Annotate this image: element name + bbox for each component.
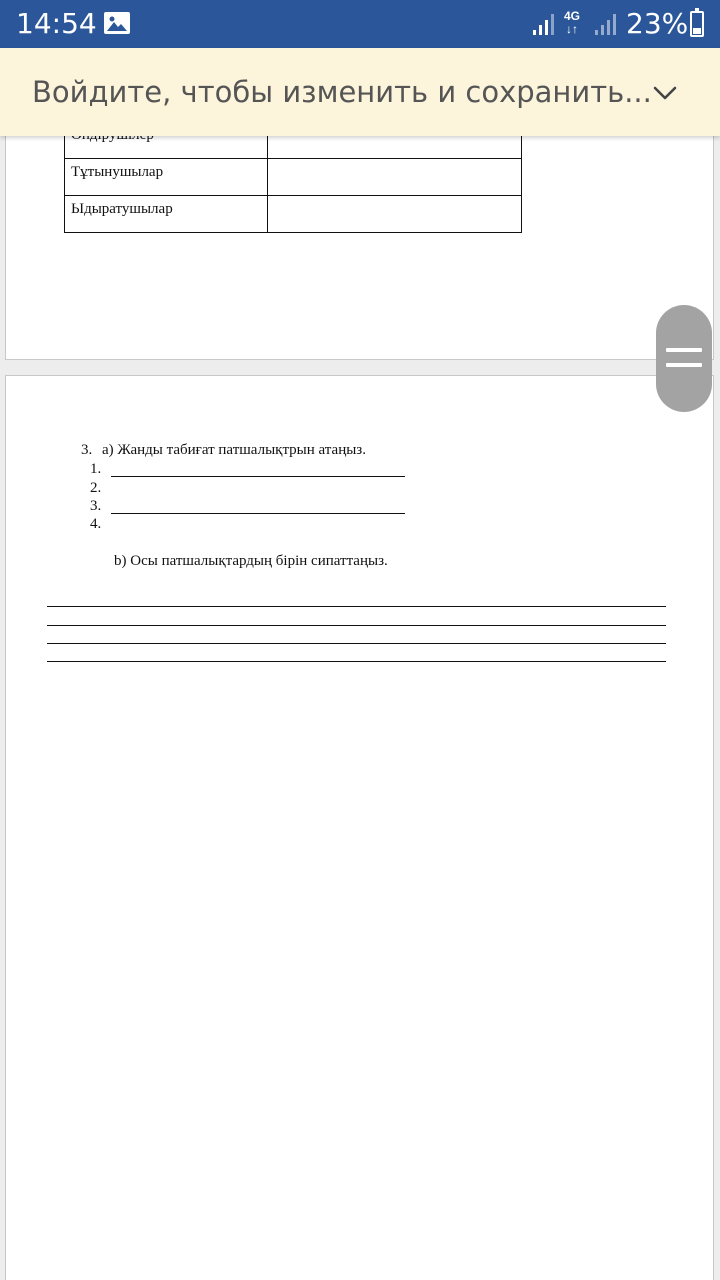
- list-item-number: 3.: [90, 498, 102, 514]
- list-item-number: 2.: [90, 480, 102, 496]
- grip-line: [666, 363, 702, 367]
- table-cell-value: [268, 159, 522, 196]
- scroll-handle[interactable]: [656, 305, 712, 412]
- list-item-number: 4.: [90, 516, 102, 532]
- signal-icon: [594, 12, 618, 36]
- signal-icon: [532, 12, 556, 36]
- answer-blank: [111, 513, 405, 514]
- network-arrows-icon: ↓↑: [566, 22, 578, 36]
- document-page: [5, 120, 714, 360]
- organisms-table: [64, 121, 522, 233]
- banner-text: Войдите, чтобы изменить и сохранить...: [32, 75, 652, 109]
- question-number: 3.: [81, 442, 93, 458]
- answer-line: [47, 606, 666, 607]
- status-time: 14:54: [16, 7, 97, 40]
- answer-line: [47, 643, 666, 644]
- status-bar: [0, 0, 720, 48]
- sign-in-banner[interactable]: [0, 48, 720, 136]
- battery-icon: [690, 11, 704, 37]
- table-row: [65, 159, 522, 196]
- table-row: [65, 196, 522, 233]
- table-cell-label: Тұтынушылар: [65, 159, 268, 196]
- document-page: [5, 375, 714, 1280]
- battery-percent: 23%: [626, 7, 689, 40]
- table-cell-value: [268, 196, 522, 233]
- question-part-b: b) Осы патшалықтардың бірін сипаттаңыз.: [114, 553, 388, 569]
- table-cell-label: Ыдыратушылар: [65, 196, 268, 233]
- list-item-number: 1.: [90, 461, 102, 477]
- answer-blank: [111, 476, 405, 477]
- answer-line: [47, 625, 666, 626]
- chevron-down-icon[interactable]: [648, 76, 682, 110]
- grip-line: [666, 348, 702, 352]
- question-part-a: a) Жанды табиғат патшалықтрын атаңыз.: [102, 442, 366, 458]
- image-icon: [104, 12, 130, 34]
- network-type-label: 4G: [564, 9, 581, 23]
- answer-line: [47, 661, 666, 662]
